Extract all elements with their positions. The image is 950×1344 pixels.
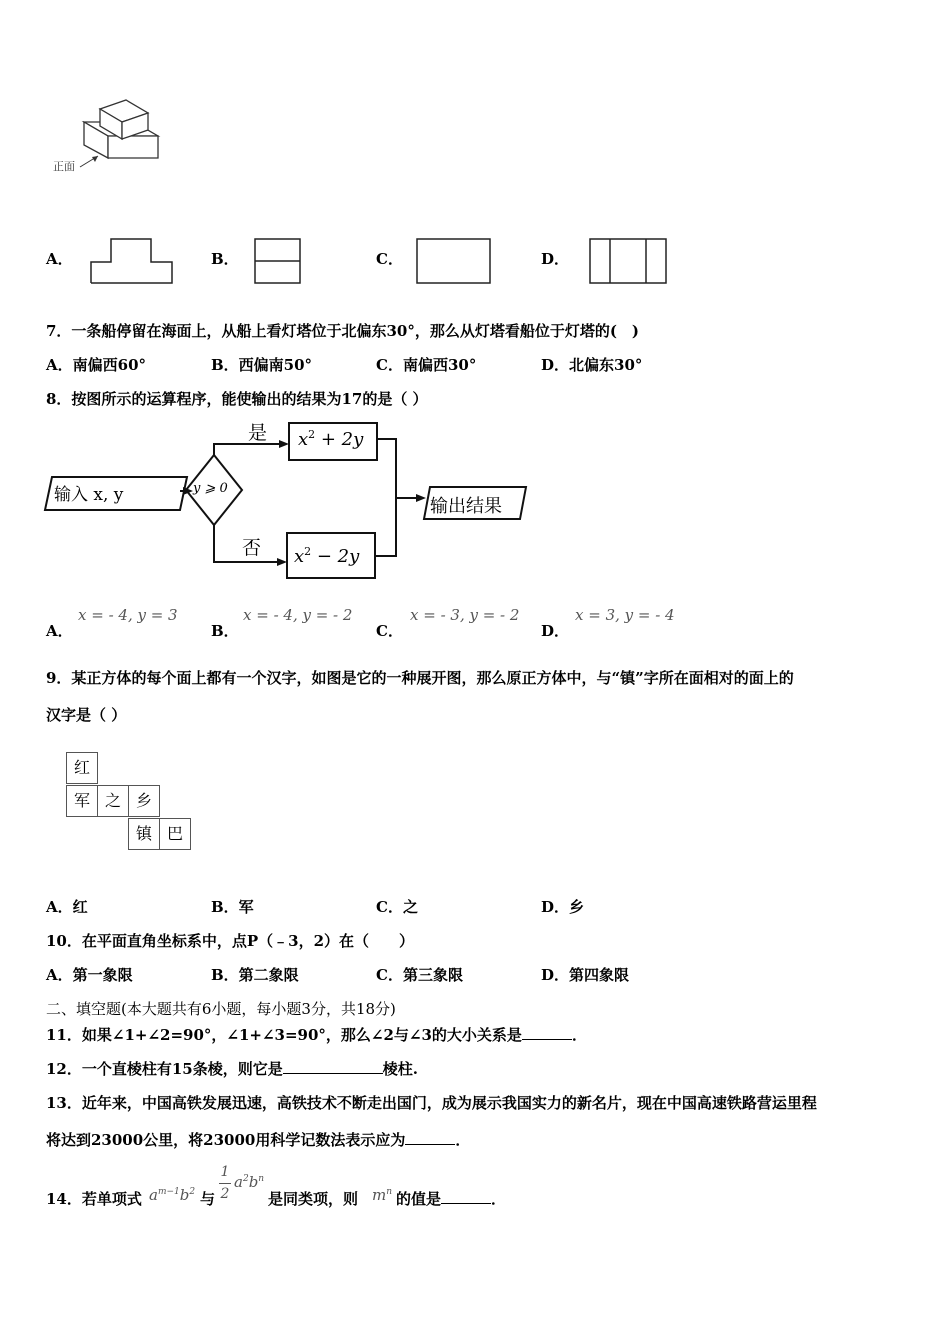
q6-shape-b (252, 236, 304, 286)
net-cell-2: 军 (66, 785, 98, 817)
q13-line1: 13．近年来，中国高铁发展迅速，高铁技术不断走出国门，成为展示我国实力的新名片，现在中国高速铁路营运里程 (46, 1094, 817, 1112)
net-cell-1: 红 (66, 752, 98, 784)
q7-stem: 7．一条船停留在海面上，从船上看灯塔位于北偏东30°，那么从灯塔看船位于灯塔的( ) (46, 322, 640, 340)
no-label: 否 (242, 537, 262, 559)
output-label: 输出结果 (430, 496, 502, 517)
q14-suffix (396, 1188, 506, 1209)
q14-end: ． (491, 1190, 507, 1208)
q12 (46, 1058, 418, 1079)
q13-line2 (46, 1129, 470, 1150)
q14-power-exp: n (386, 1187, 393, 1197)
q9-option-d[interactable]: D．乡 (541, 898, 585, 916)
q14-conj: 与 (200, 1190, 216, 1208)
q9-stem-line2: 汉字是（ ） (46, 706, 127, 724)
q8-option-d[interactable]: D． (541, 622, 570, 640)
q9-option-b[interactable]: B．军 (211, 898, 254, 916)
q8-option-b-expr: x = - 4, y = - 2 (243, 606, 353, 624)
net-cell-3: 之 (97, 785, 129, 817)
condition-label: y ⩾ 0 (193, 481, 228, 496)
q11-end: ． (571, 1026, 587, 1044)
q11-text: 11．如果∠1+∠2=90°，∠1+∠3=90°，那么∠2与∠3的大小关系是 (46, 1026, 522, 1044)
net-cell-6: 巴 (159, 818, 191, 850)
q14-mono2-a-exp: 2 (242, 1174, 249, 1184)
q6-shape-a (88, 236, 176, 286)
q14-monomial-1 (149, 1186, 195, 1204)
yes-expression (298, 428, 363, 450)
yes-label: 是 (248, 422, 268, 444)
q8-option-a-expr: x = - 4, y = 3 (78, 606, 178, 624)
q10-option-b[interactable]: B．第二象限 (211, 966, 299, 984)
q11 (46, 1024, 587, 1045)
q13-text: 将达到23000公里，将23000用科学记数法表示应为 (46, 1131, 406, 1149)
q14-prefix: 14．若单项式 (46, 1190, 142, 1208)
q9-stem-line1: 9．某正方体的每个面上都有一个汉字，如图是它的一种展开图，那么原正方体中，与“镇”字所在面相对的面上的 (46, 669, 794, 687)
front-label: 正面 (53, 160, 75, 173)
q8-option-b[interactable]: B． (211, 622, 239, 640)
q11-blank[interactable] (522, 1025, 572, 1040)
q14-mono2-b: b (248, 1173, 259, 1191)
q8-option-c-expr: x = - 3, y = - 2 (410, 606, 520, 624)
q14-suffix-text: 的值是 (396, 1190, 442, 1208)
q6-shape-d (587, 236, 671, 286)
section-title: 二、填空题(本大题共有6小题，每小题3分，共18分) (46, 1000, 396, 1018)
net-cell-5: 镇 (128, 818, 160, 850)
q14-monomial-2 (234, 1173, 264, 1191)
no-expression (294, 545, 359, 567)
q6-option-b[interactable]: B． (211, 250, 239, 268)
q8-option-d-expr: x = 3, y = - 4 (575, 606, 675, 624)
q6-option-d[interactable]: D． (541, 250, 570, 268)
no-expr-base: x (294, 546, 305, 567)
q6-option-c[interactable]: C． (376, 250, 403, 268)
q7-option-c[interactable]: C．南偏西30° (376, 356, 477, 374)
q14-power-base: m (372, 1186, 387, 1204)
q14-frac-bar (219, 1183, 231, 1184)
q14-frac-num: 1 (220, 1164, 230, 1180)
q10-option-d[interactable]: D．第四象限 (541, 966, 630, 984)
no-expr-rest: − 2y (311, 546, 360, 567)
q12-text: 12．一个直棱柱有15条棱，则它是 (46, 1060, 283, 1078)
q6-option-a[interactable]: A． (46, 250, 73, 268)
q8-option-a[interactable]: A． (46, 622, 73, 640)
q6-shape-c (414, 236, 494, 286)
q12-end: 棱柱. (382, 1060, 418, 1078)
no-expr-exp: 2 (304, 545, 312, 558)
q14-mid: 是同类项，则 (268, 1190, 359, 1208)
q14-power (372, 1186, 392, 1204)
q8-stem: 8．按图所示的运算程序，能使输出的结果为17的是（ ） (46, 390, 428, 408)
q7-option-b[interactable]: B．西偏南50° (211, 356, 313, 374)
q14-mono2-b-exp: n (258, 1174, 265, 1184)
net-cell-4: 乡 (128, 785, 160, 817)
q9-option-c[interactable]: C．之 (376, 898, 418, 916)
q14-frac-den: 2 (220, 1186, 230, 1202)
q14-mono2-a: a (234, 1173, 243, 1191)
q13-end: ． (455, 1131, 471, 1149)
yes-expr-rest: + 2y (315, 429, 364, 450)
q8-option-c[interactable]: C． (376, 622, 403, 640)
input-label: 输入 x, y (54, 485, 124, 505)
q14-mono1-b-exp: 2 (189, 1187, 196, 1197)
q14-blank[interactable] (441, 1189, 491, 1204)
q13-blank[interactable] (405, 1130, 455, 1145)
q9-option-a[interactable]: A．红 (46, 898, 88, 916)
q10-option-a[interactable]: A．第一象限 (46, 966, 133, 984)
q10-stem: 10．在平面直角坐标系中，点P（﹣3，2）在（ ） (46, 932, 415, 950)
yes-expr-base: x (298, 429, 309, 450)
q7-option-d[interactable]: D．北偏东30° (541, 356, 643, 374)
yes-expr-exp: 2 (308, 428, 316, 441)
q12-blank[interactable] (283, 1059, 383, 1074)
q14-mono1-b: b (179, 1186, 190, 1204)
q10-option-c[interactable]: C．第三象限 (376, 966, 463, 984)
q14-mono1-a-exp: m−1 (157, 1187, 180, 1197)
q14-mono1-a: a (149, 1186, 158, 1204)
q7-option-a[interactable]: A．南偏西60° (46, 356, 147, 374)
